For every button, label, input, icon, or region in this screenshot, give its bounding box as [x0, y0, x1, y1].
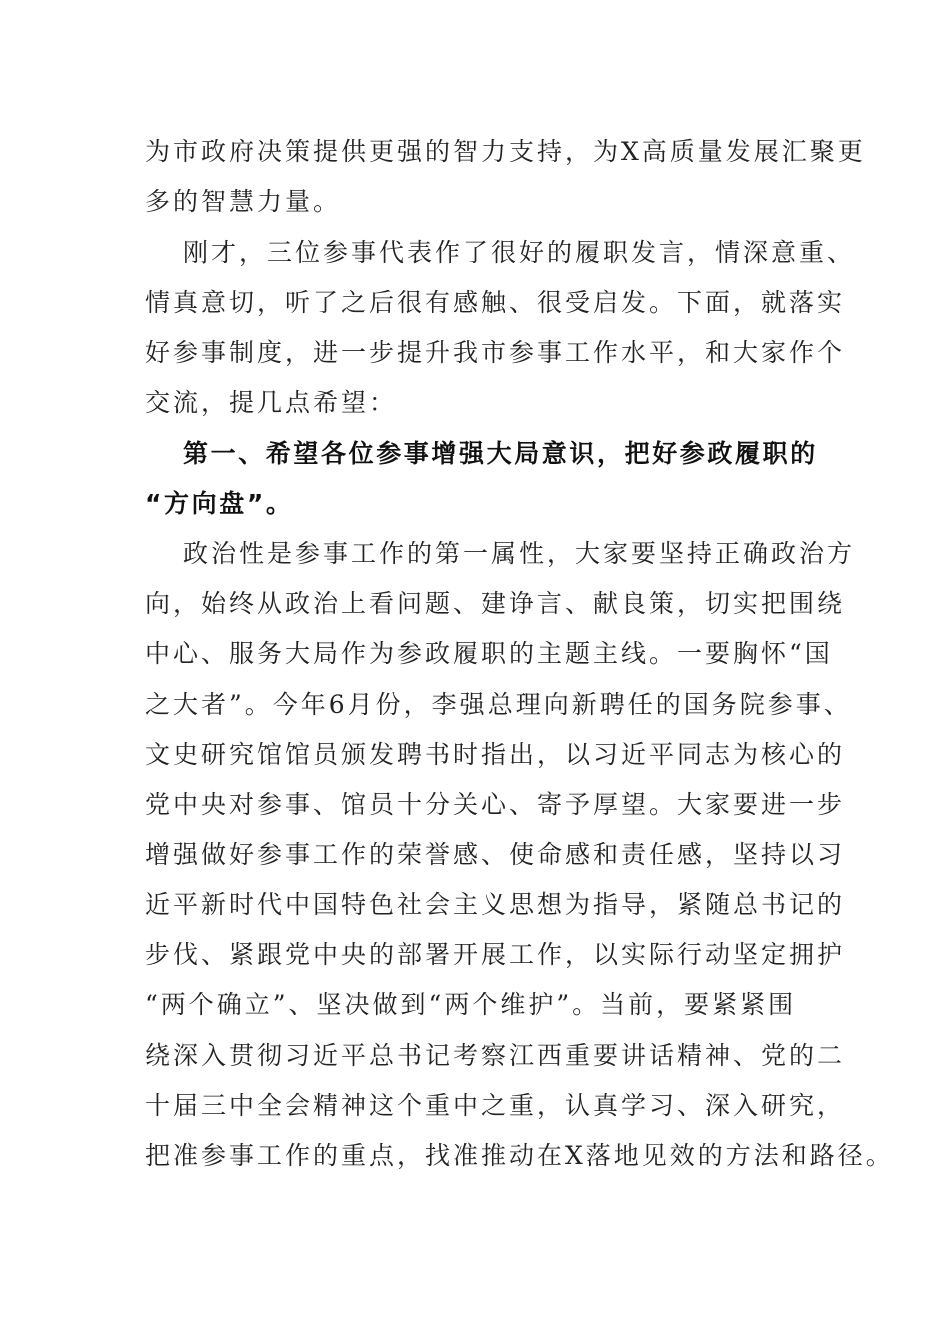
body-text-line: 把准参事工作的重点，找准推动在X落地见效的方法和路径。 — [145, 1141, 894, 1170]
body-text-line: 向，始终从政治上看问题、建诤言、献良策，切实把围绕 — [145, 589, 846, 618]
body-text-line: 十届三中全会精神这个重中之重，认真学习、深入研究， — [145, 1091, 846, 1120]
body-text-line: 为市政府决策提供更强的智力支持，为X高质量发展汇聚更 — [145, 137, 866, 166]
body-text-line: 之大者”。今年6月份，李强总理向新聘任的国务院参事、 — [145, 690, 852, 719]
body-text-line: 近平新时代中国特色社会主义思想为指导，紧随总书记的 — [145, 890, 846, 919]
body-text-line: 情真意切，听了之后很有感触、很受启发。下面，就落实 — [145, 288, 846, 317]
section-heading-continuation: “方向盘”。 — [145, 489, 294, 518]
body-text-line: “两个确立”、坚决做到“两个维护”。当前，要紧紧围 — [145, 990, 797, 1019]
body-text-line: 多的智慧力量。 — [145, 187, 342, 216]
body-text-line: 党中央对参事、馆员十分关心、寄予厚望。大家要进一步 — [145, 790, 846, 819]
body-text-line: 中心、服务大局作为参政履职的主题主线。一要胸怀“国 — [145, 639, 833, 668]
body-text-line: 文史研究馆馆员颁发聘书时指出，以习近平同志为核心的 — [145, 740, 846, 769]
paragraph-first-line: 刚才，三位参事代表作了很好的履职发言，情深意重、 — [183, 238, 856, 267]
body-text-line: 步伐、紧跟党中央的部署开展工作，以实际行动坚定拥护 — [145, 940, 846, 969]
paragraph-first-line: 政治性是参事工作的第一属性，大家要坚持正确政治方 — [183, 539, 856, 568]
section-heading: 第一、希望各位参事增强大局意识，把好参政履职的 — [183, 439, 818, 468]
body-text-line: 增强做好参事工作的荣誉感、使命感和责任感，坚持以习 — [145, 840, 846, 869]
body-text-line: 好参事制度，进一步提升我市参事工作水平，和大家作个 — [145, 338, 846, 367]
body-text-line: 交流，提几点希望： — [145, 388, 398, 417]
body-text-line: 绕深入贯彻习近平总书记考察江西重要讲话精神、党的二 — [145, 1041, 846, 1070]
